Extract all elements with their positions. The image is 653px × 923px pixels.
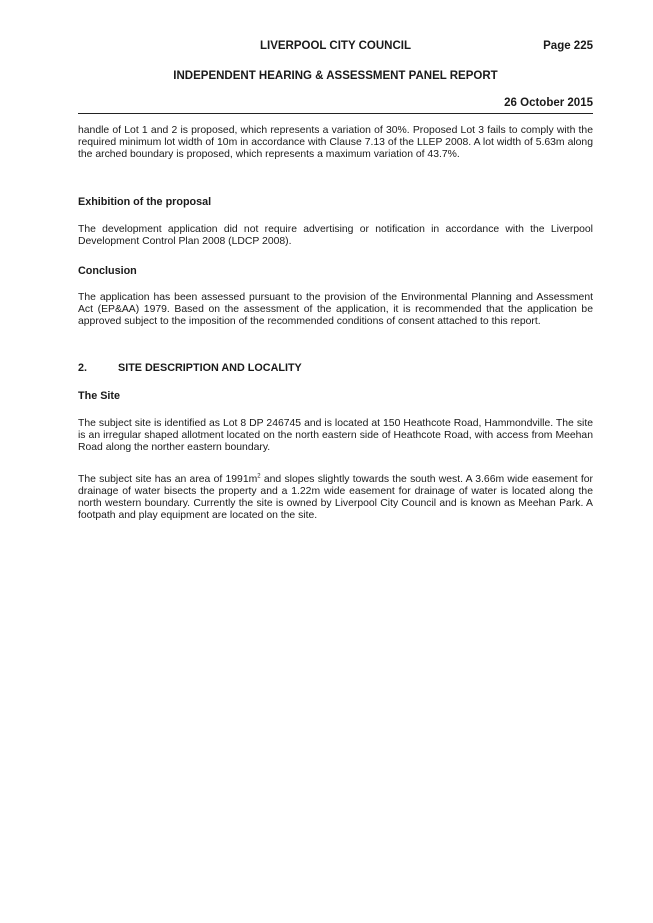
site-heading: The Site <box>78 390 120 402</box>
site-paragraph-2-part-a: The subject site has an area of 1991m <box>78 474 258 485</box>
superscript-squared: 2 <box>257 473 261 480</box>
section-title: SITE DESCRIPTION AND LOCALITY <box>118 362 302 374</box>
site-paragraph-1: The subject site is identified as Lot 8 DP 246745 and is located at 150 Heathcote Road, Hammondville. The site is an irregular shaped allotment located on the north eastern side of Heathcote Road, with access from Meehan Road along the norther eastern boundary. <box>78 418 593 454</box>
exhibition-heading: Exhibition of the proposal <box>78 196 212 208</box>
section-number: 2. <box>78 362 88 374</box>
page-number: Page 225 <box>543 40 593 52</box>
conclusion-paragraph: The application has been assessed pursuant to the provision of the Environmental Planning and Assessment Act (EP&AA) 1979. Based on the assessment of the application, it is recommended that the application be approved subject to the imposition of the recommended conditions of consent attached to this report. <box>78 292 593 328</box>
site-paragraph-2-part-b: and slopes slightly towards the south west. A 3.66m wide easement for drainage of water bisects the property and a 1.22m wide easement for drainage of water is located along the north western boundary. Currently the site is owned by Liverpool City Council and is known as Meehan Park. A footpath and play equipment are located on the site. <box>78 474 594 522</box>
header-divider <box>78 113 593 114</box>
exhibition-paragraph: The development application did not require advertising or notification in accordance with the Liverpool Development Control Plan 2008 (LDCP 2008). <box>78 224 593 248</box>
report-date: 26 October 2015 <box>504 97 593 109</box>
council-name: LIVERPOOL CITY COUNCIL <box>259 40 411 52</box>
site-paragraph-2 <box>78 474 593 522</box>
header-council-row <box>78 39 593 53</box>
continuation-paragraph: handle of Lot 1 and 2 is proposed, which represents a variation of 30%. Proposed Lot 3 fails to comply with the required minimum lot width of 10m in accordance with Clause 7.13 of the LLEP 2008. A lot width of 5.63m along the arched boundary is proposed, which represents a maximum variation of 43.7%. <box>78 125 593 161</box>
conclusion-heading: Conclusion <box>78 265 137 277</box>
report-title: INDEPENDENT HEARING & ASSESSMENT PANEL REPORT <box>173 70 498 82</box>
